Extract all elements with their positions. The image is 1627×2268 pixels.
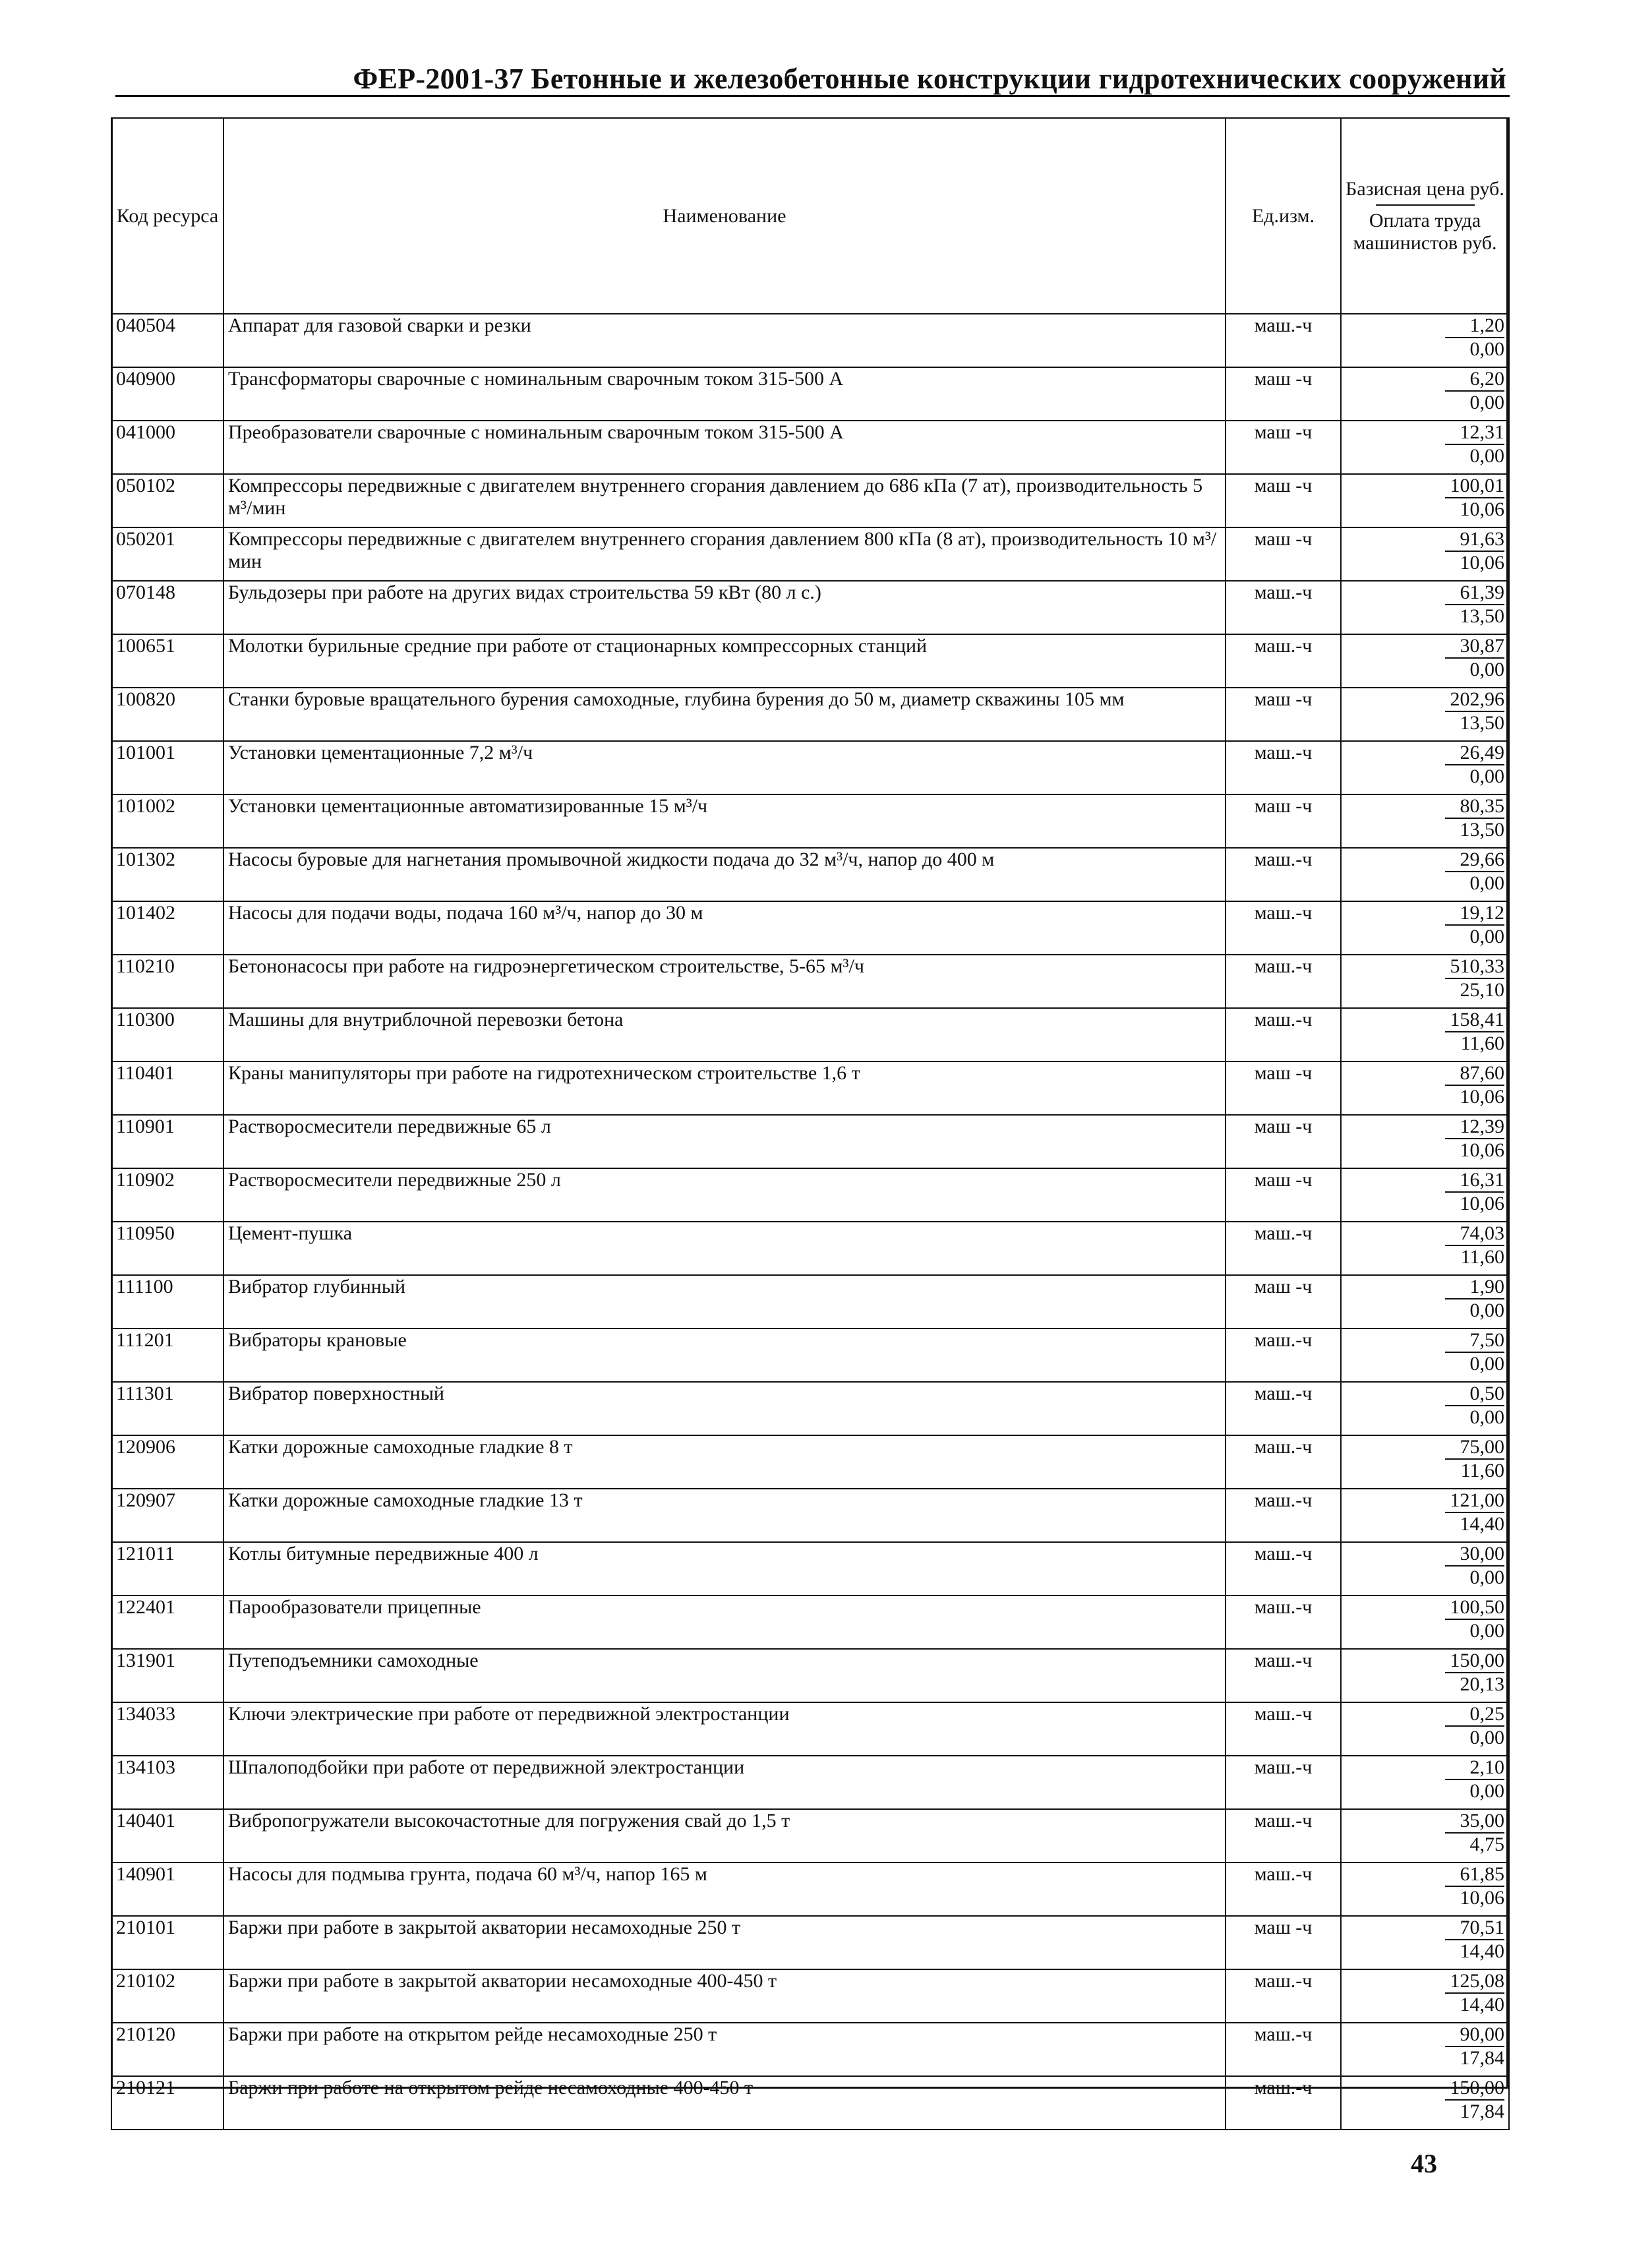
resource-table xyxy=(111,117,1510,2130)
base-price: 19,12 xyxy=(1445,902,1504,926)
cell-code: 111100 xyxy=(111,1275,223,1328)
cell-name: Преобразователи сварочные с номинальным сварочным током 315-500 А xyxy=(223,421,1226,474)
operator-wage: 10,06 xyxy=(1460,1887,1504,1909)
cell-unit: маш.-ч xyxy=(1226,1702,1341,1756)
table-row xyxy=(111,634,1509,688)
cell-unit: маш -ч xyxy=(1226,421,1341,474)
cell-code: 041000 xyxy=(111,421,223,474)
cell-code: 134103 xyxy=(111,1756,223,1809)
cell-name: Станки буровые вращательного бурения самоходные, глубина бурения до 50 м, диаметр скважины 105 мм xyxy=(223,688,1226,741)
cell-code: 110950 xyxy=(111,1222,223,1275)
cell-name: Катки дорожные самоходные гладкие 13 т xyxy=(223,1489,1226,1542)
base-price: 90,00 xyxy=(1445,2023,1504,2047)
base-price: 12,31 xyxy=(1445,421,1504,445)
cell-unit: маш.-ч xyxy=(1226,955,1341,1008)
operator-wage: 10,06 xyxy=(1460,1086,1504,1108)
cell-code: 101001 xyxy=(111,741,223,794)
operator-wage: 10,06 xyxy=(1460,1193,1504,1214)
cell-price xyxy=(1341,1809,1509,1863)
table-row xyxy=(111,1168,1509,1222)
base-price: 87,60 xyxy=(1445,1062,1504,1086)
cell-price xyxy=(1341,421,1509,474)
header-name: Наименование xyxy=(223,118,1226,314)
cell-name: Трансформаторы сварочные с номинальным сварочным током 315-500 А xyxy=(223,367,1226,421)
operator-wage: 0,00 xyxy=(1469,1780,1504,1802)
operator-wage: 10,06 xyxy=(1460,1139,1504,1161)
cell-price xyxy=(1341,1275,1509,1328)
cell-name: Растворосмесители передвижные 250 л xyxy=(223,1168,1226,1222)
cell-name: Баржи при работе в закрытой акватории несамоходные 400-450 т xyxy=(223,1969,1226,2023)
cell-name: Ключи электрические при работе от передвижной электростанции xyxy=(223,1702,1226,1756)
cell-unit: маш.-ч xyxy=(1226,1382,1341,1435)
table-row xyxy=(111,1969,1509,2023)
cell-name: Вибратор глубинный xyxy=(223,1275,1226,1328)
table-row xyxy=(111,421,1509,474)
table-row xyxy=(111,1061,1509,1115)
cell-price xyxy=(1341,741,1509,794)
cell-name: Растворосмесители передвижные 65 л xyxy=(223,1115,1226,1168)
operator-wage: 17,84 xyxy=(1460,2047,1504,2069)
cell-code: 050201 xyxy=(111,527,223,581)
cell-price xyxy=(1341,527,1509,581)
cell-code: 210101 xyxy=(111,1916,223,1969)
cell-unit: маш.-ч xyxy=(1226,1222,1341,1275)
cell-name: Вибраторы крановые xyxy=(223,1328,1226,1382)
operator-wage: 0,00 xyxy=(1469,872,1504,894)
base-price: 61,39 xyxy=(1445,582,1504,605)
cell-price xyxy=(1341,1756,1509,1809)
cell-unit: маш.-ч xyxy=(1226,1489,1341,1542)
cell-unit: маш.-ч xyxy=(1226,1809,1341,1863)
base-price: 100,01 xyxy=(1445,475,1504,498)
base-price: 91,63 xyxy=(1445,528,1504,552)
operator-wage: 0,00 xyxy=(1469,1727,1504,1748)
header-price xyxy=(1341,118,1509,314)
table-row xyxy=(111,1542,1509,1596)
base-price: 121,00 xyxy=(1445,1489,1504,1513)
table-row xyxy=(111,2023,1509,2076)
cell-code: 101002 xyxy=(111,794,223,848)
cell-name: Компрессоры передвижные с двигателем внутреннего сгорания давлением 800 кПа (8 ат), производительность 10 м³/мин xyxy=(223,527,1226,581)
cell-unit: маш -ч xyxy=(1226,1275,1341,1328)
cell-code: 040504 xyxy=(111,314,223,367)
base-price: 12,39 xyxy=(1445,1116,1504,1139)
cell-unit: маш.-ч xyxy=(1226,848,1341,901)
operator-wage: 0,00 xyxy=(1469,765,1504,787)
table-row xyxy=(111,741,1509,794)
table-row xyxy=(111,901,1509,955)
cell-code: 050102 xyxy=(111,474,223,527)
base-price: 2,10 xyxy=(1445,1756,1504,1780)
cell-code: 100651 xyxy=(111,634,223,688)
cell-unit: маш.-ч xyxy=(1226,581,1341,634)
cell-name: Баржи при работе на открытом рейде несамоходные 250 т xyxy=(223,2023,1226,2076)
cell-code: 134033 xyxy=(111,1702,223,1756)
cell-name: Бульдозеры при работе на других видах строительства 59 кВт (80 л с.) xyxy=(223,581,1226,634)
operator-wage: 14,40 xyxy=(1460,1940,1504,1962)
cell-code: 140901 xyxy=(111,1863,223,1916)
cell-name: Компрессоры передвижные с двигателем внутреннего сгорания давлением до 686 кПа (7 ат), производительность 5 м³/мин xyxy=(223,474,1226,527)
table-row xyxy=(111,1328,1509,1382)
cell-unit: маш.-ч xyxy=(1226,1596,1341,1649)
cell-unit: маш.-ч xyxy=(1226,314,1341,367)
cell-price xyxy=(1341,901,1509,955)
cell-price xyxy=(1341,1916,1509,1969)
cell-name: Шпалоподбойки при работе от передвижной электростанции xyxy=(223,1756,1226,1809)
base-price: 75,00 xyxy=(1445,1436,1504,1460)
operator-wage: 0,00 xyxy=(1469,926,1504,947)
operator-wage: 17,84 xyxy=(1460,2101,1504,2122)
base-price: 150,00 xyxy=(1445,1650,1504,1673)
cell-name: Бетононасосы при работе на гидроэнергетическом строительстве, 5-65 м³/ч xyxy=(223,955,1226,1008)
table-row xyxy=(111,527,1509,581)
cell-unit: маш.-ч xyxy=(1226,1649,1341,1702)
cell-price xyxy=(1341,1168,1509,1222)
cell-name: Вибропогружатели высокочастотные для погружения свай до 1,5 т xyxy=(223,1809,1226,1863)
base-price: 26,49 xyxy=(1445,742,1504,765)
base-price: 80,35 xyxy=(1445,795,1504,819)
table-row xyxy=(111,1756,1509,1809)
operator-wage: 10,06 xyxy=(1460,498,1504,520)
table-row xyxy=(111,1275,1509,1328)
cell-unit: маш.-ч xyxy=(1226,1756,1341,1809)
cell-code: 101402 xyxy=(111,901,223,955)
cell-name: Установки цементационные 7,2 м³/ч xyxy=(223,741,1226,794)
cell-unit: маш.-ч xyxy=(1226,2076,1341,2130)
table-row xyxy=(111,581,1509,634)
table-row xyxy=(111,1649,1509,1702)
cell-code: 110902 xyxy=(111,1168,223,1222)
cell-code: 111201 xyxy=(111,1328,223,1382)
base-price: 74,03 xyxy=(1445,1222,1504,1246)
cell-price xyxy=(1341,1222,1509,1275)
cell-code: 210102 xyxy=(111,1969,223,2023)
cell-code: 210120 xyxy=(111,2023,223,2076)
cell-unit: маш.-ч xyxy=(1226,1863,1341,1916)
base-price: 35,00 xyxy=(1445,1810,1504,1834)
cell-name: Краны манипуляторы при работе на гидротехническом строительстве 1,6 т xyxy=(223,1061,1226,1115)
cell-price xyxy=(1341,634,1509,688)
operator-wage: 14,40 xyxy=(1460,1994,1504,2015)
cell-unit: маш.-ч xyxy=(1226,1435,1341,1489)
header-price-divider xyxy=(1376,204,1475,206)
operator-wage: 0,00 xyxy=(1469,1620,1504,1642)
base-price: 158,41 xyxy=(1445,1009,1504,1032)
cell-price xyxy=(1341,2023,1509,2076)
cell-price xyxy=(1341,474,1509,527)
cell-unit: маш.-ч xyxy=(1226,2023,1341,2076)
header-price-top: Базисная цена руб. xyxy=(1346,177,1504,200)
table-row xyxy=(111,1702,1509,1756)
table-row xyxy=(111,848,1509,901)
table-row xyxy=(111,955,1509,1008)
base-price: 202,96 xyxy=(1445,688,1504,712)
cell-unit: маш.-ч xyxy=(1226,741,1341,794)
cell-name: Котлы битумные передвижные 400 л xyxy=(223,1542,1226,1596)
operator-wage: 0,00 xyxy=(1469,1299,1504,1321)
cell-name: Баржи при работе на открытом рейде несамоходные 400-450 т xyxy=(223,2076,1226,2130)
table-row xyxy=(111,314,1509,367)
cell-code: 100820 xyxy=(111,688,223,741)
cell-price xyxy=(1341,1596,1509,1649)
operator-wage: 0,00 xyxy=(1469,1353,1504,1375)
operator-wage: 13,50 xyxy=(1460,819,1504,841)
base-price: 29,66 xyxy=(1445,849,1504,872)
cell-code: 210121 xyxy=(111,2076,223,2130)
base-price: 7,50 xyxy=(1445,1329,1504,1353)
cell-unit: маш.-ч xyxy=(1226,634,1341,688)
base-price: 150,00 xyxy=(1445,2077,1504,2101)
cell-price xyxy=(1341,955,1509,1008)
table-row xyxy=(111,1916,1509,1969)
operator-wage: 0,00 xyxy=(1469,338,1504,360)
cell-code: 111301 xyxy=(111,1382,223,1435)
cell-code: 121011 xyxy=(111,1542,223,1596)
title-rule xyxy=(115,95,1510,97)
cell-unit: маш -ч xyxy=(1226,1115,1341,1168)
cell-price xyxy=(1341,1061,1509,1115)
operator-wage: 25,10 xyxy=(1460,979,1504,1001)
cell-unit: маш -ч xyxy=(1226,367,1341,421)
base-price: 510,33 xyxy=(1445,955,1504,979)
cell-price xyxy=(1341,581,1509,634)
base-price: 125,08 xyxy=(1445,1970,1504,1994)
operator-wage: 0,00 xyxy=(1469,445,1504,467)
table-row xyxy=(111,1382,1509,1435)
base-price: 16,31 xyxy=(1445,1169,1504,1193)
base-price: 30,87 xyxy=(1445,635,1504,659)
operator-wage: 11,60 xyxy=(1460,1032,1504,1054)
base-price: 1,20 xyxy=(1445,314,1504,338)
cell-unit: маш.-ч xyxy=(1226,1328,1341,1382)
base-price: 70,51 xyxy=(1445,1917,1504,1940)
cell-unit: маш.-ч xyxy=(1226,1008,1341,1061)
cell-code: 140401 xyxy=(111,1809,223,1863)
cell-price xyxy=(1341,1115,1509,1168)
table-row xyxy=(111,794,1509,848)
table-row xyxy=(111,1863,1509,1916)
operator-wage: 11,60 xyxy=(1460,1460,1504,1481)
base-price: 0,50 xyxy=(1445,1383,1504,1406)
table-row xyxy=(111,1008,1509,1061)
cell-price xyxy=(1341,1863,1509,1916)
cell-name: Машины для внутриблочной перевозки бетона xyxy=(223,1008,1226,1061)
operator-wage: 11,60 xyxy=(1460,1246,1504,1268)
operator-wage: 0,00 xyxy=(1469,1406,1504,1428)
base-price: 1,90 xyxy=(1445,1276,1504,1299)
cell-unit: маш -ч xyxy=(1226,794,1341,848)
operator-wage: 20,13 xyxy=(1460,1673,1504,1695)
document-title: ФЕР-2001-37 Бетонные и железобетонные конструкции гидротехнических сооружений xyxy=(353,63,1506,95)
cell-code: 110210 xyxy=(111,955,223,1008)
cell-name: Насосы для подмыва грунта, подача 60 м³/ч, напор 165 м xyxy=(223,1863,1226,1916)
base-price: 0,25 xyxy=(1445,1703,1504,1727)
cell-price xyxy=(1341,2076,1509,2130)
cell-name: Путеподъемники самоходные xyxy=(223,1649,1226,1702)
cell-price xyxy=(1341,1702,1509,1756)
base-price: 6,20 xyxy=(1445,368,1504,392)
cell-name: Насосы для подачи воды, подача 160 м³/ч, напор до 30 м xyxy=(223,901,1226,955)
cell-price xyxy=(1341,1969,1509,2023)
table-row xyxy=(111,1115,1509,1168)
cell-code: 131901 xyxy=(111,1649,223,1702)
operator-wage: 10,06 xyxy=(1460,552,1504,574)
operator-wage: 13,50 xyxy=(1460,712,1504,734)
cell-code: 120907 xyxy=(111,1489,223,1542)
cell-name: Молотки бурильные средние при работе от стационарных компрессорных станций xyxy=(223,634,1226,688)
operator-wage: 0,00 xyxy=(1469,1567,1504,1588)
cell-code: 110401 xyxy=(111,1061,223,1115)
operator-wage: 13,50 xyxy=(1460,605,1504,627)
cell-unit: маш.-ч xyxy=(1226,901,1341,955)
cell-code: 040900 xyxy=(111,367,223,421)
cell-price xyxy=(1341,1649,1509,1702)
cell-unit: маш -ч xyxy=(1226,688,1341,741)
cell-name: Цемент-пушка xyxy=(223,1222,1226,1275)
cell-price xyxy=(1341,1008,1509,1061)
cell-name: Вибратор поверхностный xyxy=(223,1382,1226,1435)
table-row xyxy=(111,367,1509,421)
cell-unit: маш -ч xyxy=(1226,1916,1341,1969)
cell-price xyxy=(1341,794,1509,848)
page-number: 43 xyxy=(1411,2149,1437,2178)
cell-price xyxy=(1341,1489,1509,1542)
cell-name: Аппарат для газовой сварки и резки xyxy=(223,314,1226,367)
table-row xyxy=(111,1435,1509,1489)
table-row xyxy=(111,474,1509,527)
cell-unit: маш -ч xyxy=(1226,474,1341,527)
cell-price xyxy=(1341,367,1509,421)
header-price-bottom: Оплата труда машинистов руб. xyxy=(1353,209,1497,254)
cell-price xyxy=(1341,1382,1509,1435)
cell-name: Баржи при работе в закрытой акватории несамоходные 250 т xyxy=(223,1916,1226,1969)
table-header-row xyxy=(111,118,1509,314)
cell-unit: маш -ч xyxy=(1226,1061,1341,1115)
cell-price xyxy=(1341,1328,1509,1382)
cell-code: 122401 xyxy=(111,1596,223,1649)
cell-unit: маш.-ч xyxy=(1226,1542,1341,1596)
table-body xyxy=(111,314,1509,2130)
operator-wage: 4,75 xyxy=(1469,1834,1504,1855)
cell-price xyxy=(1341,688,1509,741)
cell-code: 110901 xyxy=(111,1115,223,1168)
base-price: 100,50 xyxy=(1445,1596,1504,1620)
table-row xyxy=(111,2076,1509,2130)
cell-name: Парообразователи прицепные xyxy=(223,1596,1226,1649)
cell-price xyxy=(1341,848,1509,901)
cell-unit: маш.-ч xyxy=(1226,1969,1341,2023)
cell-price xyxy=(1341,1542,1509,1596)
table-row xyxy=(111,688,1509,741)
cell-code: 110300 xyxy=(111,1008,223,1061)
table-row xyxy=(111,1809,1509,1863)
cell-name: Установки цементационные автоматизированные 15 м³/ч xyxy=(223,794,1226,848)
cell-code: 101302 xyxy=(111,848,223,901)
table-row xyxy=(111,1222,1509,1275)
header-code: Код ресурса xyxy=(111,118,223,314)
table-row xyxy=(111,1489,1509,1542)
table-row xyxy=(111,1596,1509,1649)
cell-code: 070148 xyxy=(111,581,223,634)
operator-wage: 0,00 xyxy=(1469,392,1504,413)
cell-unit: маш -ч xyxy=(1226,527,1341,581)
header-unit: Ед.изм. xyxy=(1226,118,1341,314)
cell-price xyxy=(1341,314,1509,367)
base-price: 61,85 xyxy=(1445,1863,1504,1887)
cell-price xyxy=(1341,1435,1509,1489)
cell-code: 120906 xyxy=(111,1435,223,1489)
operator-wage: 0,00 xyxy=(1469,659,1504,680)
cell-name: Насосы буровые для нагнетания промывочной жидкости подача до 32 м³/ч, напор до 400 м xyxy=(223,848,1226,901)
cell-name: Катки дорожные самоходные гладкие 8 т xyxy=(223,1435,1226,1489)
operator-wage: 14,40 xyxy=(1460,1513,1504,1535)
base-price: 30,00 xyxy=(1445,1543,1504,1567)
cell-unit: маш -ч xyxy=(1226,1168,1341,1222)
